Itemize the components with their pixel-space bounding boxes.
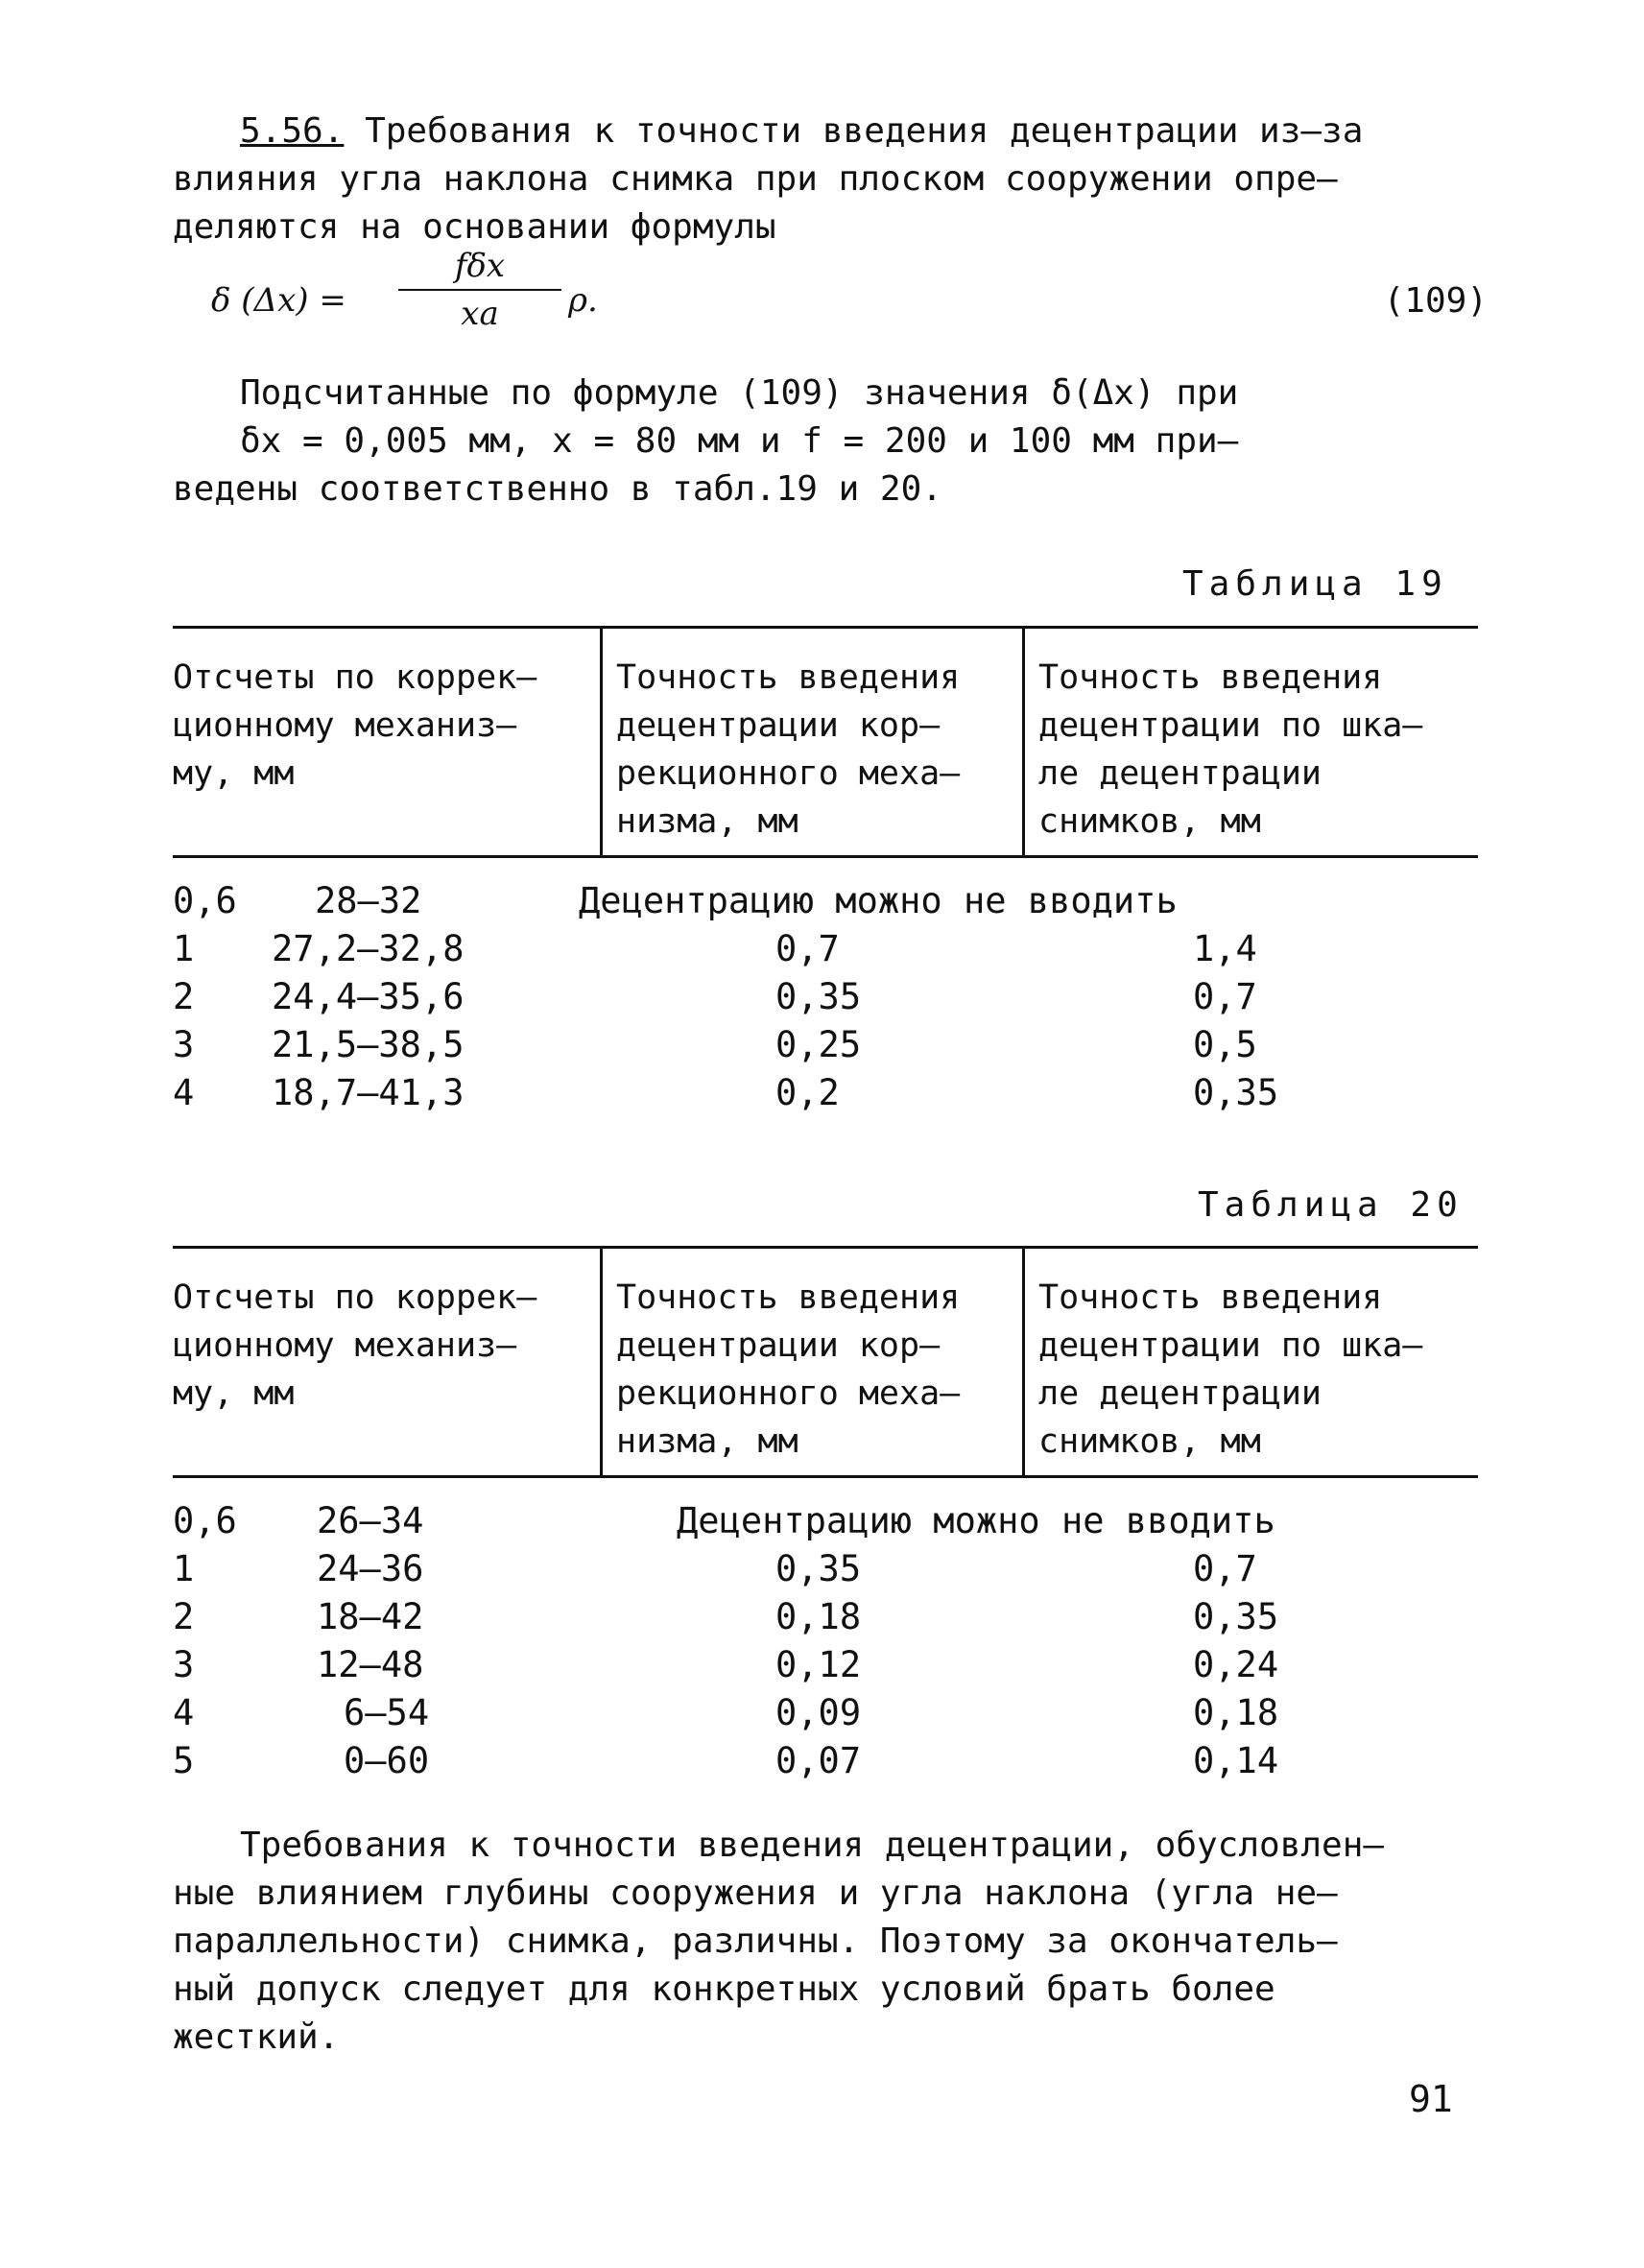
table-header bbox=[173, 626, 1478, 858]
header-readings: Отсчеты по коррек– ционному механиз– му, мм bbox=[173, 1249, 603, 1475]
computed-line-3: ведены соответственно в табл.19 и 20. bbox=[173, 469, 942, 509]
computed-line-1: Подсчитанные по формуле (109) значения δ(Δx) при bbox=[240, 373, 1239, 413]
table-body bbox=[173, 1478, 1478, 1785]
table-body bbox=[173, 858, 1478, 1117]
row-note: Децентрацию можно не вводить bbox=[579, 880, 1178, 921]
formula-numerator: fδx bbox=[454, 247, 506, 285]
table-row: 4 6–54 0,09 0,18 bbox=[173, 1692, 1279, 1733]
header-mechanism-accuracy: Точность введения децентрации кор– рекционного меха– низма, мм bbox=[603, 1249, 1025, 1475]
fraction-bar bbox=[398, 289, 561, 291]
table-row: 4 18,7–41,3 0,2 0,35 bbox=[173, 1072, 1279, 1113]
formula-denominator: xa bbox=[461, 295, 499, 333]
conclusion-line-1: Требования к точности введения децентрации, обусловлен– bbox=[240, 1826, 1385, 1865]
row-note: Децентрацию можно не вводить bbox=[677, 1500, 1275, 1541]
formula-lhs: δ (Δx) = bbox=[211, 281, 346, 320]
header-readings: Отсчеты по коррек– ционному механиз– му, мм bbox=[173, 629, 603, 855]
table-row: 3 21,5–38,5 0,25 0,5 bbox=[173, 1024, 1257, 1065]
conclusion-line-5: жесткий. bbox=[173, 2017, 340, 2057]
intro-line-1: Требования к точности введения децентрации из–за bbox=[365, 111, 1364, 151]
formula-109 bbox=[211, 245, 1488, 350]
conclusion-line-2: ные влиянием глубины сооружения и угла наклона (угла не– bbox=[173, 1874, 1338, 1913]
formula-number: (109) bbox=[1383, 281, 1488, 321]
conclusion-line-3: параллельности) снимка, различны. Поэтому за окончатель– bbox=[173, 1922, 1338, 1961]
table-header bbox=[173, 1246, 1478, 1478]
header-scale-accuracy: Точность введения децентрации по шка– ле децентрации снимков, мм bbox=[1038, 1278, 1423, 1461]
table-row: 1 24–36 0,35 0,7 bbox=[173, 1548, 1257, 1589]
conclusion-paragraph bbox=[173, 1822, 1478, 2062]
row-range: 26–34 bbox=[317, 1500, 424, 1541]
page-number: 91 bbox=[1409, 2078, 1453, 2120]
computed-line-2: δx = 0,005 мм, x = 80 мм и f = 200 и 100 мм при– bbox=[240, 421, 1239, 461]
row-reading: 0,6 bbox=[173, 880, 237, 921]
formula-rho: ρ. bbox=[568, 281, 598, 320]
intro-line-3: деляются на основании формулы bbox=[173, 207, 776, 247]
row-range: 28–32 bbox=[315, 880, 422, 921]
table-19-caption: Таблица 19 bbox=[1182, 564, 1448, 604]
table-row: 2 24,4–35,6 0,35 0,7 bbox=[173, 976, 1257, 1017]
table-row: 5 0–60 0,07 0,14 bbox=[173, 1740, 1279, 1781]
row-reading: 0,6 bbox=[173, 1500, 237, 1541]
intro-line-2: влияния угла наклона снимка при плоском сооружении опре– bbox=[173, 159, 1338, 199]
table-row bbox=[173, 1497, 1478, 1545]
table-20-caption: Таблица 20 bbox=[1198, 1185, 1464, 1225]
table-19 bbox=[173, 626, 1478, 1117]
intro-paragraph bbox=[173, 107, 1478, 251]
computed-paragraph bbox=[173, 370, 1478, 513]
table-row: 2 18–42 0,18 0,35 bbox=[173, 1596, 1279, 1637]
table-row: 3 12–48 0,12 0,24 bbox=[173, 1644, 1279, 1685]
table-row: 1 27,2–32,8 0,7 1,4 bbox=[173, 928, 1257, 969]
table-20 bbox=[173, 1246, 1478, 1785]
header-scale-accuracy: Точность введения децентрации по шка– ле децентрации снимков, мм bbox=[1038, 658, 1423, 841]
formula-fraction bbox=[398, 245, 561, 335]
table-row bbox=[173, 877, 1478, 925]
header-mechanism-accuracy: Точность введения децентрации кор– рекционного меха– низма, мм bbox=[603, 629, 1025, 855]
section-number: 5.56. bbox=[240, 111, 345, 151]
conclusion-line-4: ный допуск следует для конкретных условий брать более bbox=[173, 1970, 1275, 2009]
